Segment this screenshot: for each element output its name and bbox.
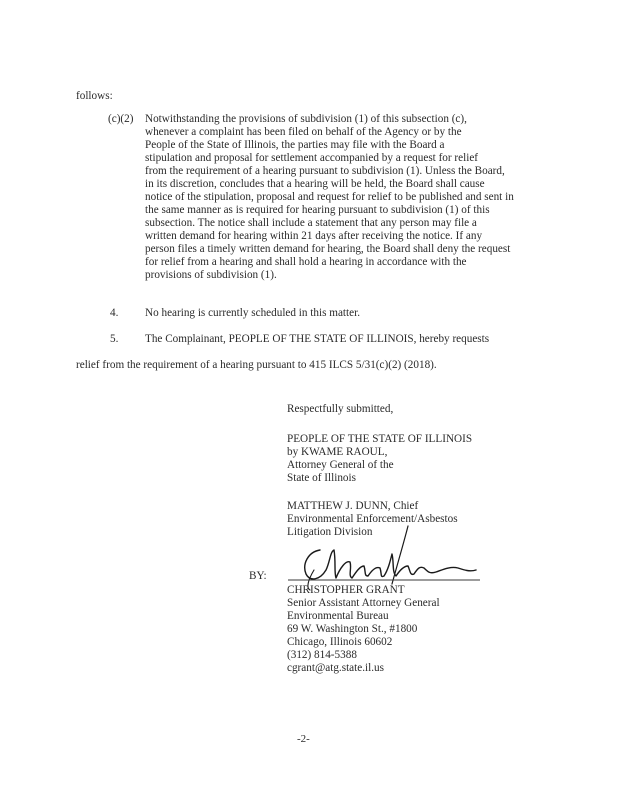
by-label: BY:: [249, 570, 267, 582]
party-line: PEOPLE OF THE STATE OF ILLINOIS: [287, 433, 473, 445]
item-text: No hearing is currently scheduled in this matter.: [145, 307, 360, 319]
signer-line: (312) 814-5388: [287, 649, 357, 661]
chief-line: MATTHEW J. DUNN, Chief: [287, 500, 419, 512]
page-number: -2-: [297, 733, 310, 745]
continuation-text: relief from the requirement of a hearing pursuant to 415 ILCS 5/31(c)(2) (2018).: [76, 359, 437, 371]
signer-line: Chicago, Illinois 60602: [287, 636, 393, 648]
quoted-line: People of the State of Illinois, the parties may file with the Board a: [145, 139, 445, 151]
quoted-line: provisions of subdivision (1).: [145, 269, 277, 281]
item-number: 5.: [110, 333, 119, 345]
signer-line: Senior Assistant Attorney General: [287, 597, 440, 609]
handwritten-signature: [280, 522, 490, 592]
signer-line: CHRISTOPHER GRANT: [287, 584, 405, 596]
party-line: State of Illinois: [287, 472, 356, 484]
quoted-line: person files a timely written demand for hearing, the Board shall deny the request: [145, 243, 511, 255]
chief-line: Environmental Enforcement/Asbestos: [287, 513, 458, 525]
quoted-line: whenever a complaint has been filed on behalf of the Agency or by the: [145, 126, 462, 138]
signer-line: Environmental Bureau: [287, 610, 389, 622]
item-text: The Complainant, PEOPLE OF THE STATE OF ILLINOIS, hereby requests: [145, 333, 490, 345]
quoted-line: in its discretion, concludes that a hearing will be held, the Board shall cause: [145, 178, 485, 190]
quoted-line: Notwithstanding the provisions of subdivision (1) of this subsection (c),: [145, 113, 467, 125]
chief-line: Litigation Division: [287, 526, 373, 538]
quoted-line: the same manner as is required for hearing pursuant to subdivision (1) of this: [145, 204, 490, 216]
quoted-line: from the requirement of a hearing pursuant to subdivision (1). Unless the Board,: [145, 165, 505, 177]
signer-email: cgrant@atg.state.il.us: [287, 662, 384, 674]
quoted-line: written demand for hearing within 21 days after receiving the notice. If any: [145, 230, 483, 242]
item-number: 4.: [110, 307, 119, 319]
party-line: Attorney General of the: [287, 459, 394, 471]
signer-line: 69 W. Washington St., #1800: [287, 623, 418, 635]
party-line: by KWAME RAOUL,: [287, 446, 388, 458]
quoted-subsection-label: (c)(2): [108, 113, 134, 125]
quoted-line: for relief from a hearing and shall hold a hearing in accordance with the: [145, 256, 467, 268]
quoted-line: notice of the stipulation, proposal and request for relief to be published and sent in: [145, 191, 514, 203]
quoted-line: subsection. The notice shall include a statement that any person may file a: [145, 217, 477, 229]
closing-text: Respectfully submitted,: [287, 403, 394, 415]
intro-text: follows:: [76, 90, 113, 102]
quoted-line: stipulation and proposal for settlement accompanied by a request for relief: [145, 152, 479, 164]
